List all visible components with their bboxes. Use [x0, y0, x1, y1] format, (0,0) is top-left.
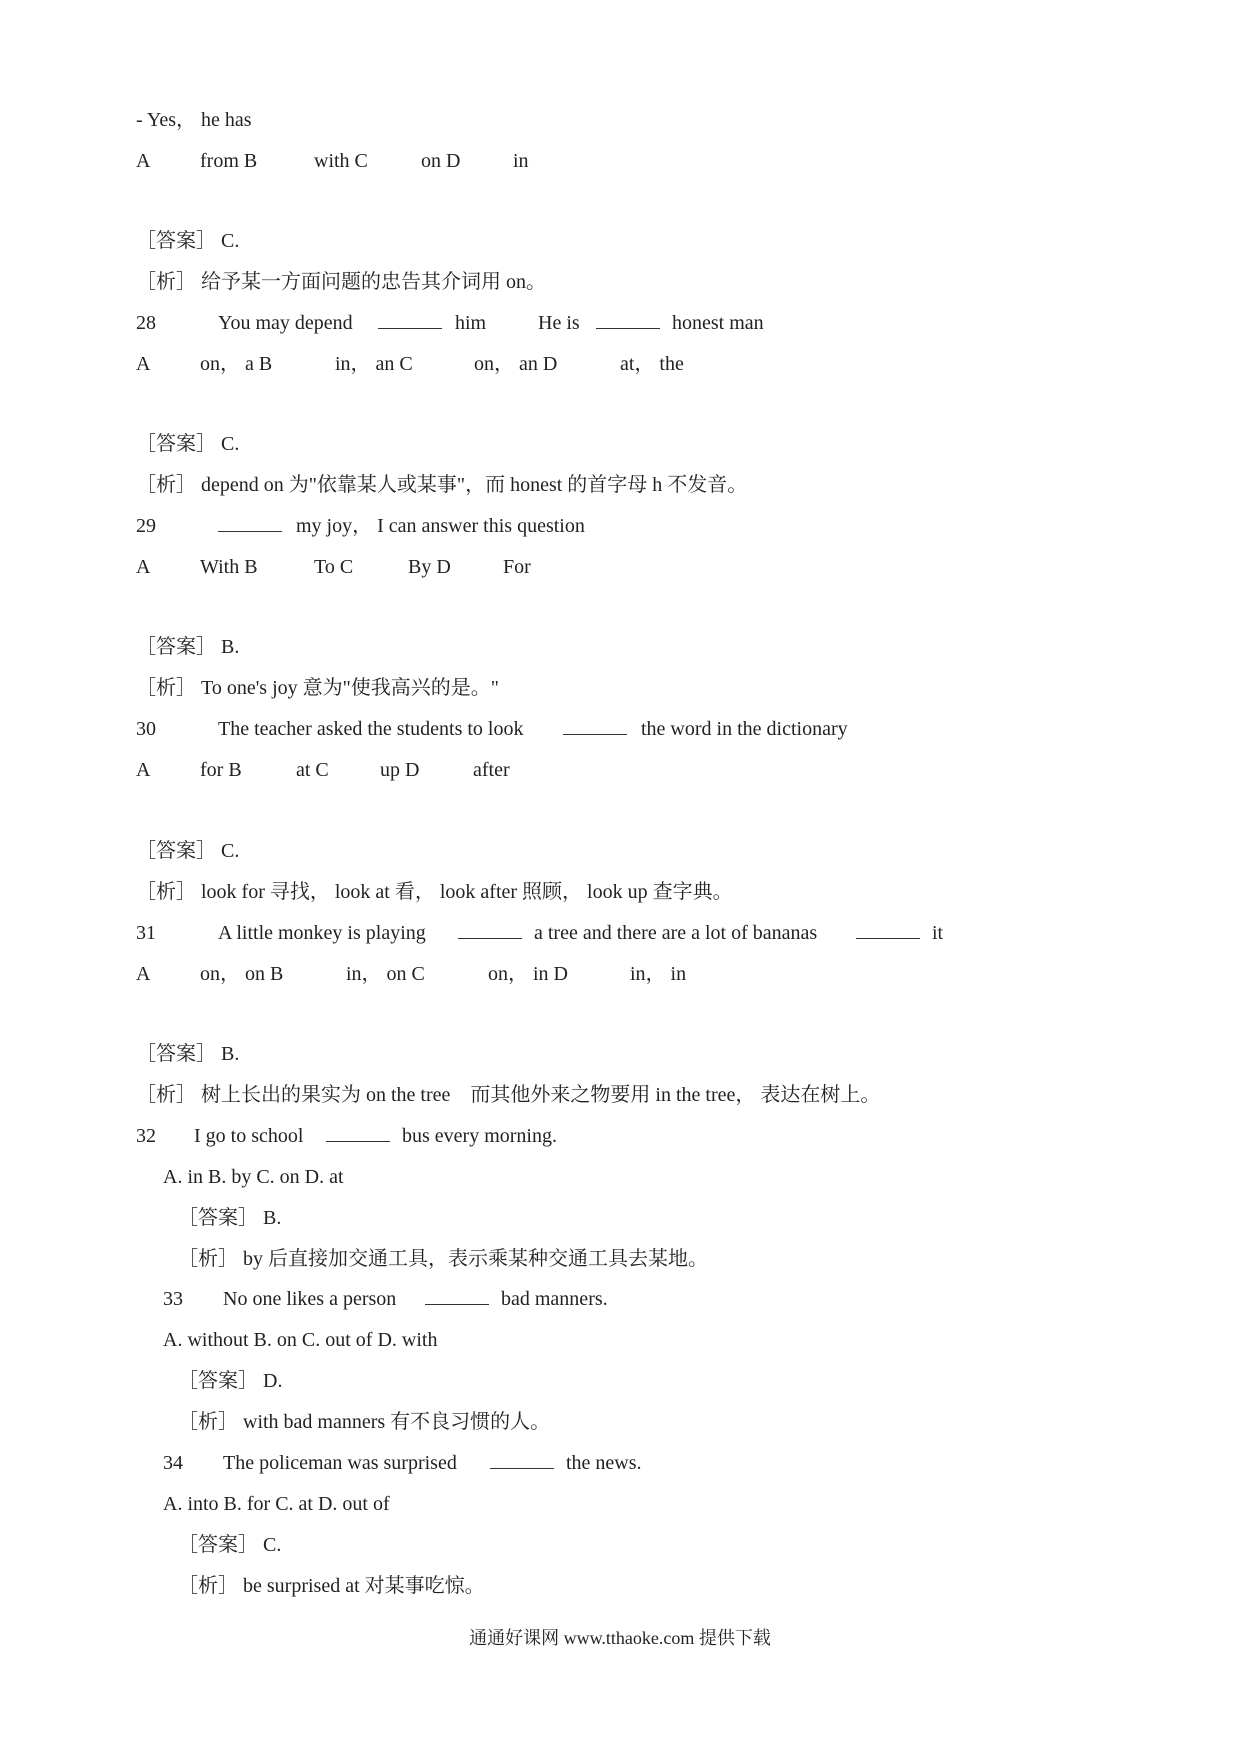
option: With B	[200, 556, 258, 578]
options-line	[136, 552, 531, 582]
options-line	[136, 755, 510, 785]
question-number: 29	[136, 515, 156, 537]
answer-label: ［答案］ D.	[178, 1370, 283, 1392]
option: To C	[314, 556, 354, 578]
options-line	[136, 146, 529, 176]
option: up D	[380, 759, 420, 781]
option: on， an D	[474, 353, 558, 375]
answer-label: ［答案］ C.	[136, 840, 240, 862]
analysis-text: ［析］ by 后直接加交通工具，表示乘某种交通工具去某地。	[178, 1248, 708, 1270]
answer-label: ［答案］ C.	[136, 433, 240, 455]
options-line	[136, 959, 687, 989]
option: in， an C	[335, 353, 413, 375]
question-line: 30 The teacher asked the students to look the word in the dictionary	[136, 714, 146, 744]
answer-blank	[596, 310, 660, 329]
option: for B	[200, 759, 242, 781]
answer-blank	[490, 1450, 554, 1469]
options-line: A. into B. for C. at D. out of	[163, 1493, 390, 1515]
analysis-text: ［析］ To one's joy 意为"使我高兴的是。"	[136, 677, 499, 699]
question-number: 30	[136, 718, 156, 740]
option: on， a B	[200, 353, 273, 375]
analysis-text: ［析］ with bad manners 有不良习惯的人。	[178, 1411, 551, 1433]
options-line: A. in B. by C. on D. at	[163, 1166, 344, 1188]
option: By D	[408, 556, 451, 578]
option: with C	[314, 150, 368, 172]
option: in	[513, 150, 529, 172]
option: in， on C	[346, 963, 425, 985]
option: For	[503, 556, 531, 578]
answer-label: ［答案］ B.	[136, 636, 240, 658]
option: A	[136, 556, 151, 578]
option: at C	[296, 759, 329, 781]
options-line: A. without B. on C. out of D. with	[163, 1329, 438, 1351]
question-line: 31 A little monkey is playing a tree and there are a lot of bananas it	[136, 918, 146, 948]
answer-label: ［答案］ C.	[136, 230, 240, 252]
answer-blank	[563, 716, 627, 735]
option: at， the	[620, 353, 684, 375]
question-line: 34 The policeman was surprised the news.	[163, 1448, 173, 1478]
answer-blank	[458, 920, 522, 939]
question-number: 34	[163, 1452, 183, 1474]
analysis-text: ［析］ 树上长出的果实为 on the tree 而其他外来之物要用 in the tree， 表达在树上。	[136, 1084, 881, 1106]
question-number: 31	[136, 922, 156, 944]
option: from B	[200, 150, 258, 172]
analysis-text: ［析］ look for 寻找， look at 看， look after 照顾， look up 查字典。	[136, 881, 733, 903]
option: A	[136, 150, 151, 172]
question-line: 29 my joy， I can answer this question	[136, 511, 146, 541]
question-line: 33 No one likes a person bad manners.	[163, 1284, 173, 1314]
answer-blank	[378, 310, 442, 329]
option: on， on B	[200, 963, 284, 985]
question-line: - Yes， he has	[136, 109, 252, 131]
analysis-text: ［析］ be surprised at 对某事吃惊。	[178, 1575, 485, 1597]
question-line: 32 I go to school bus every morning.	[136, 1121, 146, 1151]
answer-label: ［答案］ B.	[136, 1043, 240, 1065]
question-number: 32	[136, 1125, 156, 1147]
question-line: 28 You may depend him He is honest man	[136, 308, 146, 338]
answer-label: ［答案］ B.	[178, 1207, 282, 1229]
page-footer: 通通好课网 www.tthaoke.com 提供下载	[469, 1628, 771, 1648]
answer-blank	[856, 920, 920, 939]
answer-label: ［答案］ C.	[178, 1534, 282, 1556]
question-number: 28	[136, 312, 156, 334]
option: on， in D	[488, 963, 568, 985]
question-number: 33	[163, 1288, 183, 1310]
answer-blank	[425, 1286, 489, 1305]
option: in， in	[630, 963, 687, 985]
option: after	[473, 759, 510, 781]
option: A	[136, 963, 151, 985]
analysis-text: ［析］ 给予某一方面问题的忠告其介词用 on。	[136, 271, 546, 293]
options-line	[136, 349, 684, 379]
option: A	[136, 353, 151, 375]
answer-blank	[326, 1123, 390, 1142]
option: A	[136, 759, 151, 781]
answer-blank	[218, 513, 282, 532]
analysis-text: ［析］ depend on 为"依靠某人或某事"，而 honest 的首字母 h 不发音。	[136, 474, 748, 496]
option: on D	[421, 150, 461, 172]
